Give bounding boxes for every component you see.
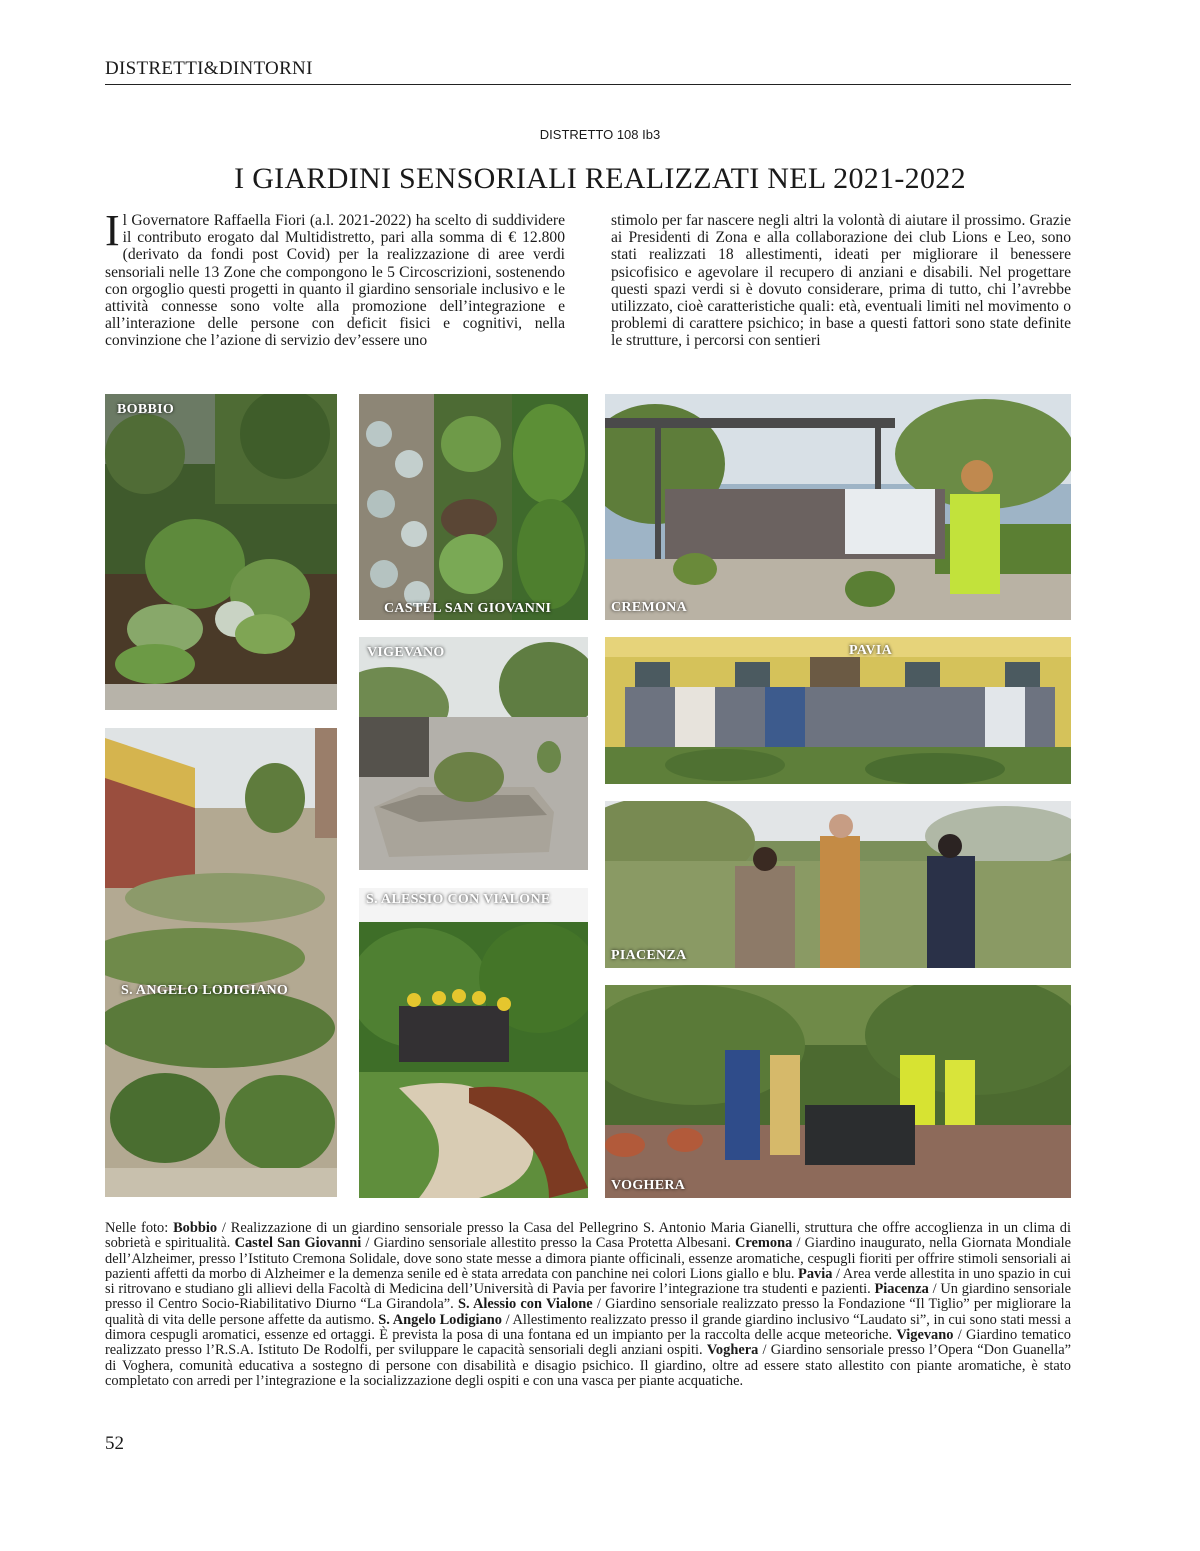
body-text-left: l Governatore Raffaella Fiori (a.l. 2021-2022) ha scelto di suddividere il contributo erogato dal Multidistretto, pari alla somma di € 12.800 (derivato da fondi post Covid) per la realizzazione di aree verdi sensoriali nelle 13 Zone che compongono le 5 Circoscrizioni, sostenendo con orgoglio questi progetti in quanto il giardino sensoriale inclusivo e le attività connesse sono volte alla promozione dell’integrazione e all’interazione delle persone con deficit fisici e cognitivi, nella convinzione che l’azione di servizio dev’essere uno [105,212,565,350]
photo-bobbio [105,394,337,710]
photo-vigevano [359,637,588,870]
caption-vigevano-text: / Giardino tematico realizzato presso l’R.S.A. Istituto De Rodolfi, per sviluppare le capacità sensoriali degli anziani ospiti. [105,1327,1071,1359]
body-column-right: stimolo per far nascere negli altri la volontà di aiutare il prossimo. Grazie ai Presidenti di Zona e alla collaborazione dei club Lions e Leo, sono stati realizzati 18 allestimenti, ideati per migliorare il benessere psicofisico e agevolare il recupero di anziani e disabili. Nel progettare questi spazi verdi si è dovuto considerare, prima di tutto, chi l’avrebbe utilizzato, cioè caratteristiche quali: età, eventuali limiti nel movimento o problemi di carattere psichico; in base a questi fattori sono state definite le strutture, i percorsi con sentieri [611,212,1071,350]
photo-label-vigevano: VIGEVANO [367,645,445,660]
photo-label-castel-san-giovanni: CASTEL SAN GIOVANNI [384,601,552,616]
article-kicker: DISTRETTO 108 Ib3 [539,127,661,142]
caption-castel-text: / Giardino sensoriale allestito presso la Casa Protetta Albesani. [361,1235,735,1252]
photo-voghera [605,985,1071,1198]
body-column-left [105,206,565,350]
caption-pavia-name: Pavia [798,1265,833,1282]
photo-cremona [605,394,1071,620]
section-header [105,58,1071,85]
caption-vigevano-name: Vigevano [896,1327,954,1344]
caption-piacenza-text: / Un giardino sensoriale presso il Centro Socio-Riabilitativo Diurno “La Girandola”. [105,1281,1071,1313]
photo-castel-san-giovanni [359,394,588,620]
caption-bobbio-name: Bobbio [173,1220,218,1236]
caption-cremona-text: / Giardino inaugurato, nella Giornata Mondiale dell’Alzheimer, presso l’Istituto Cremona Solidale, dove sono state messe a dimora piante officinali, essenze aromatiche, cespugli fioriti per offrire stimoli sensoriali ai pazienti affetti da morbo di Alzheimer e la demenza senile ed è stata arredata con panchine nei colori Lions giallo e blu. [105,1235,1072,1282]
caption-voghera-name: Voghera [706,1342,759,1359]
caption-pavia-text: / Area verde allestita in uno spazio in cui si ritrovano e studiano gli allievi della Facoltà di Medicina dell’Università di Pavia per favorire l’integrazione tra studenti e pazienti. [105,1265,1071,1298]
caption-piacenza-name: Piacenza [874,1281,929,1298]
photo-label-bobbio: BOBBIO [117,402,175,417]
photo-s-alessio-con-vialone [359,888,588,1198]
article-title: I GIARDINI SENSORIALI REALIZZATI NEL 2021-2022 [234,162,966,195]
photo-label-pavia: PAVIA [849,643,892,658]
page-number: 52 [105,1433,124,1454]
photo-label-voghera: VOGHERA [611,1178,686,1193]
section-title: DISTRETTI&DINTORNI [105,58,313,79]
photo-label-s-alessio-con-vialone: S. ALESSIO CON VIALONE [366,892,551,907]
photo-label-piacenza: PIACENZA [611,948,687,963]
photo-pavia [605,637,1071,784]
photo-s-angelo-lodigiano [105,728,337,1197]
photo-label-s-angelo-lodigiano: S. ANGELO LODIGIANO [121,983,289,998]
caption-castel-name: Castel San Giovanni [234,1235,362,1252]
photo-caption [105,1221,1071,1389]
caption-voghera-text: / Giardino sensoriale presso l’Opera “Don Guanella” di Voghera, comunità educativa a sostegno di persone con disabilità e disagio psichico. Il giardino, oltre ad essere stato allestito con piante aromatiche, è stato completato con arredi per l’integrazione e la socializzazione degli ospiti e con una vasca per piante acquatiche. [105,1342,1071,1389]
photo-piacenza [605,801,1071,968]
photo-label-cremona: CREMONA [611,600,687,615]
caption-salessio-name: S. Alessio con Vialone [457,1296,593,1313]
drop-cap: I [105,206,120,255]
caption-intro: Nelle foto: [105,1220,174,1236]
caption-sangelo-text: / Allestimento realizzato presso il grande giardino inclusivo “Laudato si”, in cui sono stati messi a dimora cespugli aromatici, essenze ed ortaggi. È prevista la posa di una fontana ed un impianto per la raccolta delle acque meteoriche. [105,1311,1071,1344]
caption-sangelo-name: S. Angelo Lodigiano [378,1311,502,1328]
caption-cremona-name: Cremona [734,1235,793,1252]
caption-bobbio-text: / Realizzazione di un giardino sensoriale presso la Casa del Pellegrino S. Antonio Maria Gianelli, struttura che offre accoglienza in un clima di sobrietà e spiritualità. [105,1220,1071,1252]
caption-salessio-text: / Giardino sensoriale realizzato presso la Fondazione “Il Tiglio” per migliorare la qualità di vita delle persone affette da autismo. [105,1296,1071,1328]
